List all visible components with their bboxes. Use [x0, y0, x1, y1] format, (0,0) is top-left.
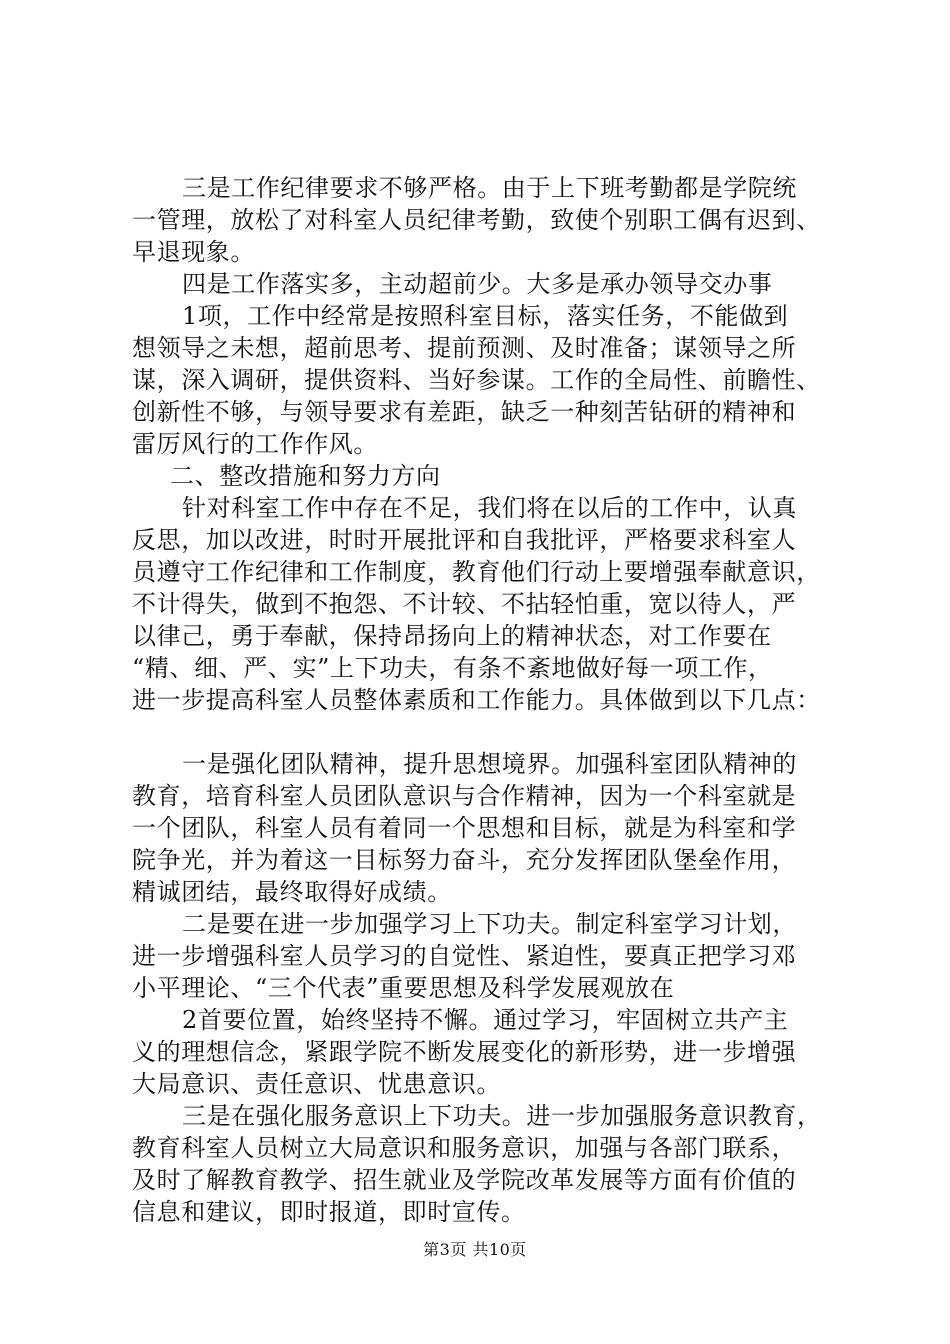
paragraph-line: 谋，深入调研，提供资料、当好参谋。工作的全局性、前瞻性、: [132, 366, 821, 394]
paragraph-line: 进一步增强科室人员学习的自觉性、紧迫性，要真正把学习邓: [132, 942, 797, 970]
paragraph-line: 大局意识、责任意识、忧患意识。: [132, 1070, 501, 1098]
paragraph-line: 教育，培育科室人员团队意识与合作精神，因为一个科室就是: [132, 782, 797, 810]
document-body: [132, 172, 832, 1228]
paragraph-line: 三是在强化服务意识上下功夫。进一步加强服务意识教育，: [182, 1102, 822, 1130]
page-number-footer: 第3页 共10页: [423, 1240, 527, 1259]
paragraph-line: 雷厉风行的工作作风。: [132, 430, 378, 458]
paragraph-line: “精、细、严、实”上下功夫，有条不紊地做好每一项工作，: [132, 654, 773, 682]
paragraph-line: 四是工作落实多，主动超前少。大多是承办领导交办事: [182, 270, 773, 298]
paragraph-line: 进一步提高科室人员整体素质和工作能力。具体做到以下几点：: [132, 686, 821, 714]
section-heading: 二、整改措施和努力方向: [170, 462, 441, 490]
paragraph-line: 一管理，放松了对科室人员纪律考勤，致使个别职工偶有迟到、: [132, 206, 821, 234]
paragraph-line: 院争光，并为着这一目标努力奋斗，充分发挥团队堡垒作用，: [132, 846, 797, 874]
paragraph-line: 反思，加以改进，时时开展批评和自我批评，严格要求科室人: [132, 526, 797, 554]
paragraph-line: 1项，工作中经常是按照科室目标，落实任务，不能做到: [182, 302, 789, 330]
paragraph-line: 早退现象。: [132, 238, 255, 266]
paragraph-line: 信息和建议，即时报道，即时宣传。: [132, 1198, 526, 1226]
paragraph-line: 不计得失，做到不抱怨、不计较、不拈轻怕重，宽以待人，严: [132, 590, 797, 618]
paragraph-line: 一是强化团队精神，提升思想境界。加强科室团队精神的: [182, 750, 797, 778]
paragraph-line: 小平理论、“三个代表”重要思想及科学发展观放在: [132, 974, 675, 1002]
paragraph-line: 创新性不够，与领导要求有差距，缺乏一种刻苦钻研的精神和: [132, 398, 797, 426]
paragraph-line: 员遵守工作纪律和工作制度，教育他们行动上要增强奉献意识，: [132, 558, 821, 586]
paragraph-line: 2首要位置，始终坚持不懈。通过学习，牢固树立共产主: [182, 1006, 789, 1034]
paragraph-line: 三是工作纪律要求不够严格。由于上下班考勤都是学院统: [182, 174, 797, 202]
paragraph-line: 及时了解教育教学、招生就业及学院改革发展等方面有价值的: [132, 1166, 797, 1194]
paragraph-line: 想领导之未想，超前思考、提前预测、及时准备；谋领导之所: [132, 334, 797, 362]
paragraph-line: 以律己，勇于奉献，保持昂扬向上的精神状态，对工作要在: [132, 622, 772, 650]
blank-line: [132, 716, 832, 748]
paragraph-line: 二是要在进一步加强学习上下功夫。制定科室学习计划，: [182, 910, 797, 938]
paragraph-line: 义的理想信念，紧跟学院不断发展变化的新形势，进一步增强: [132, 1038, 797, 1066]
paragraph-line: 针对科室工作中存在不足，我们将在以后的工作中，认真: [182, 494, 797, 522]
paragraph-line: 精诚团结，最终取得好成绩。: [132, 878, 452, 906]
paragraph-line: 教育科室人员树立大局意识和服务意识，加强与各部门联系，: [132, 1134, 797, 1162]
paragraph-line: 一个团队，科室人员有着同一个思想和目标，就是为科室和学: [132, 814, 797, 842]
